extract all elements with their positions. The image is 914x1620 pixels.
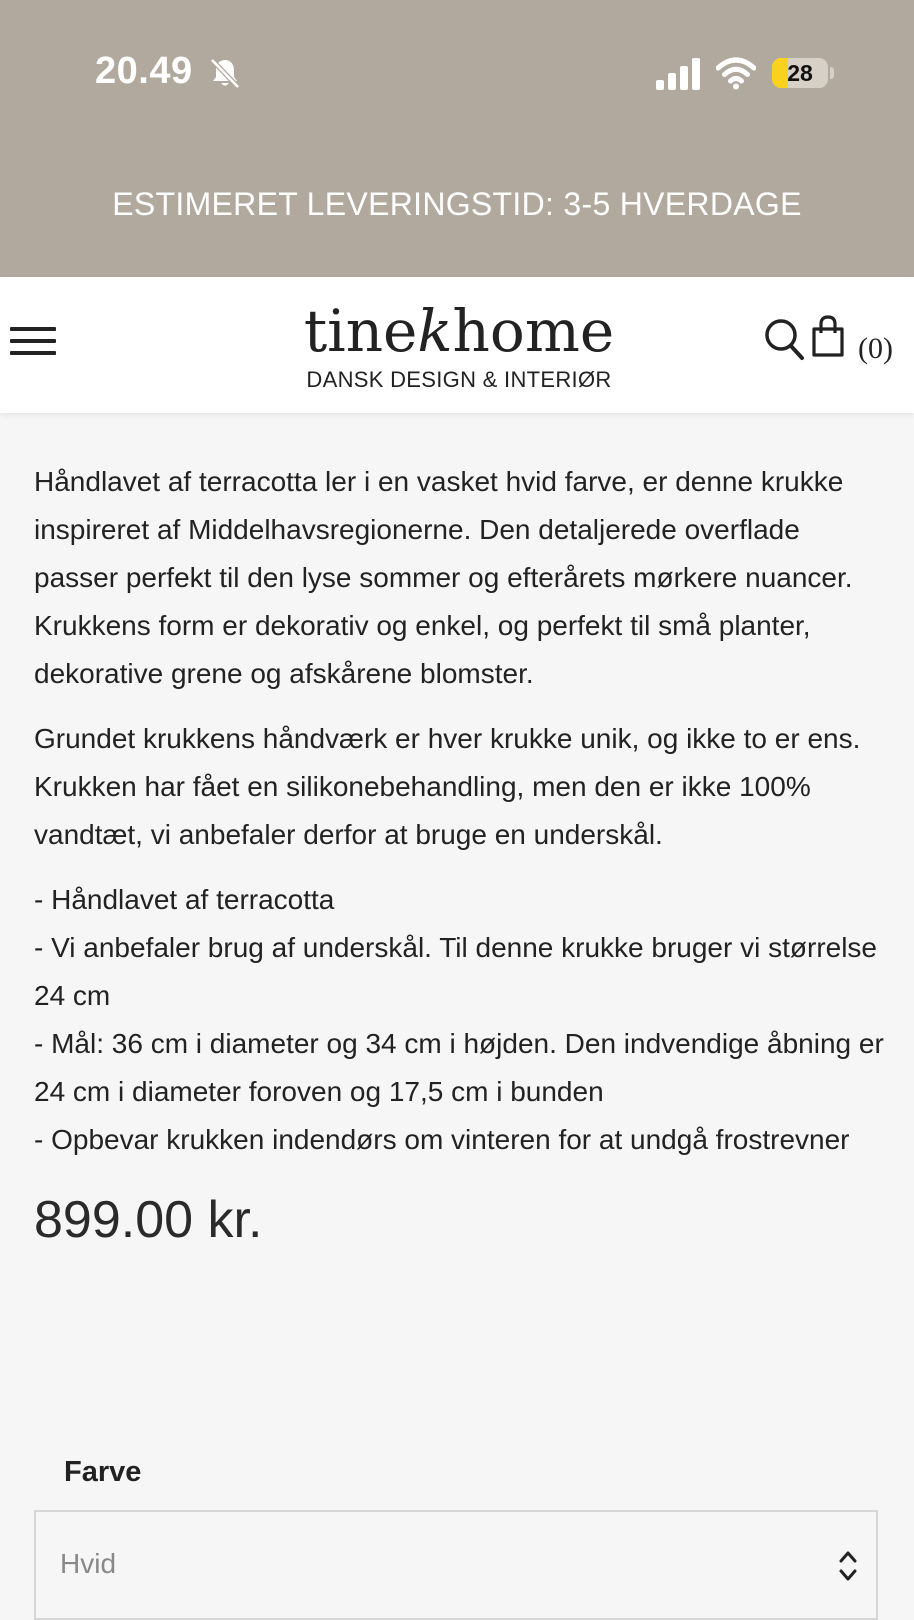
logo-text-end: home: [452, 297, 615, 365]
description-paragraph: Håndlavet af terracotta ler i en vasket hvid farve, er denne krukke inspireret af Middelhavsregionerne. Den detaljerede overflade passer perfekt til den lyse sommer og efterårets mørkere nuancer. Krukkens form er dekorativ og enkel, og perfekt til små planter, dekorative grene og afskårene blomster.: [34, 466, 853, 689]
logo-text-start: tine: [303, 297, 418, 365]
cellular-signal-icon: [656, 58, 702, 90]
status-time: 20.49: [95, 50, 193, 92]
feature-list: [34, 876, 884, 1164]
select-value: Hvid: [60, 1548, 117, 1579]
select-arrows-icon: [836, 1546, 860, 1586]
description-paragraph: Grundet krukkens håndværk er hver krukke unik, og ikke to er ens. Krukken har fået en silikonebehandling, men den er ikke 100% vandtæt, vi anbefaler derfor at bruge en underskål.: [34, 723, 861, 850]
logo-tagline: DANSK DESIGN & INTERIØR: [306, 367, 612, 392]
color-select[interactable]: [34, 1510, 878, 1620]
product-price: 899.00 kr.: [34, 1191, 263, 1249]
feature-item: - Mål: 36 cm i diameter og 34 cm i højden. Den indvendige åbning er 24 cm i diameter foroven og 17,5 cm i bunden: [34, 1028, 884, 1107]
logo-text-k: k: [417, 297, 453, 365]
shipping-notice: ESTIMERET LEVERINGSTID: 3-5 HVERDAGE: [112, 186, 802, 222]
cart-count[interactable]: (0): [858, 332, 893, 365]
feature-item: - Håndlavet af terracotta: [34, 884, 335, 915]
battery-cap: [830, 67, 834, 79]
wifi-icon: [716, 56, 756, 90]
product-details: [34, 458, 884, 1250]
variant-label: Farve: [64, 1456, 142, 1488]
feature-item: - Opbevar krukken indendørs om vinteren for at undgå frostrevner: [34, 1124, 850, 1155]
battery-level: 28: [787, 60, 813, 86]
battery-indicator: [772, 58, 828, 88]
site-header: [0, 277, 914, 413]
top-banner: [0, 0, 914, 277]
shopping-bag-icon[interactable]: [810, 314, 846, 358]
logo[interactable]: [300, 297, 618, 365]
bell-muted-icon: [208, 56, 242, 90]
hamburger-menu-icon[interactable]: [10, 319, 58, 371]
feature-item: - Vi anbefaler brug af underskål. Til denne krukke bruger vi størrelse 24 cm: [34, 932, 878, 1011]
search-icon[interactable]: [763, 317, 805, 361]
